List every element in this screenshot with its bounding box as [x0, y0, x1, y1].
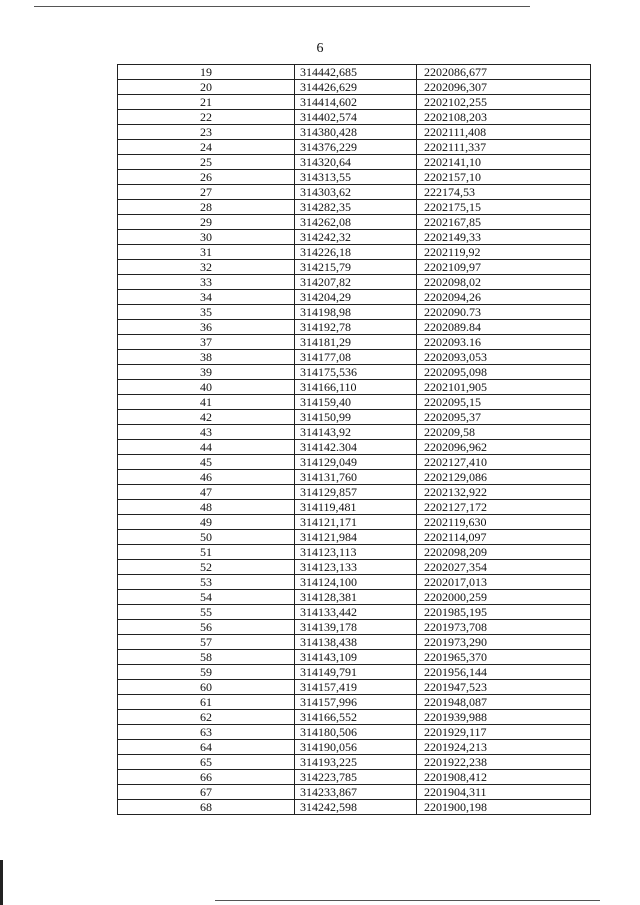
y-coordinate-cell: 2202114,097 — [417, 530, 591, 545]
table-row — [118, 515, 591, 530]
y-coordinate-cell: 2202095,37 — [417, 410, 591, 425]
y-coordinate-cell: 2202090.73 — [417, 305, 591, 320]
x-coordinate-cell: 314175,536 — [295, 365, 417, 380]
table-row — [118, 335, 591, 350]
table-row — [118, 245, 591, 260]
y-coordinate-cell: 2201900,198 — [417, 800, 591, 815]
x-coordinate-cell: 314223,785 — [295, 770, 417, 785]
table-row — [118, 110, 591, 125]
x-coordinate-cell: 314190,056 — [295, 740, 417, 755]
y-coordinate-cell: 2202129,086 — [417, 470, 591, 485]
point-number-cell: 56 — [118, 620, 295, 635]
x-coordinate-cell: 314181,29 — [295, 335, 417, 350]
table-row — [118, 800, 591, 815]
point-number-cell: 43 — [118, 425, 295, 440]
x-coordinate-cell: 314198,98 — [295, 305, 417, 320]
x-coordinate-cell: 314380,428 — [295, 125, 417, 140]
table-row — [118, 680, 591, 695]
table-row — [118, 665, 591, 680]
y-coordinate-cell: 2201973,708 — [417, 620, 591, 635]
x-coordinate-cell: 314242,598 — [295, 800, 417, 815]
table-row — [118, 140, 591, 155]
x-coordinate-cell: 314133,442 — [295, 605, 417, 620]
point-number-cell: 57 — [118, 635, 295, 650]
point-number-cell: 27 — [118, 185, 295, 200]
x-coordinate-cell: 314226,18 — [295, 245, 417, 260]
y-coordinate-cell: 2201904,311 — [417, 785, 591, 800]
y-coordinate-cell: 2202096,307 — [417, 80, 591, 95]
x-coordinate-cell: 314138,438 — [295, 635, 417, 650]
x-coordinate-cell: 314204,29 — [295, 290, 417, 305]
point-number-cell: 35 — [118, 305, 295, 320]
point-number-cell: 64 — [118, 740, 295, 755]
y-coordinate-cell: 2201939,988 — [417, 710, 591, 725]
point-number-cell: 58 — [118, 650, 295, 665]
table-row — [118, 440, 591, 455]
table-row — [118, 425, 591, 440]
table-row — [118, 320, 591, 335]
x-coordinate-cell: 314121,171 — [295, 515, 417, 530]
y-coordinate-cell: 2202167,85 — [417, 215, 591, 230]
table-row — [118, 575, 591, 590]
coordinates-table-body — [118, 65, 591, 815]
point-number-cell: 67 — [118, 785, 295, 800]
point-number-cell: 52 — [118, 560, 295, 575]
x-coordinate-cell: 314143,109 — [295, 650, 417, 665]
scan-edge-top — [34, 6, 530, 7]
x-coordinate-cell: 314376,229 — [295, 140, 417, 155]
y-coordinate-cell: 2202157,10 — [417, 170, 591, 185]
x-coordinate-cell: 314123,113 — [295, 545, 417, 560]
y-coordinate-cell: 2202098,02 — [417, 275, 591, 290]
y-coordinate-cell: 2202017,013 — [417, 575, 591, 590]
table-row — [118, 695, 591, 710]
y-coordinate-cell: 2202102,255 — [417, 95, 591, 110]
y-coordinate-cell: 2202095,15 — [417, 395, 591, 410]
table-row — [118, 230, 591, 245]
point-number-cell: 29 — [118, 215, 295, 230]
y-coordinate-cell: 2202175,15 — [417, 200, 591, 215]
x-coordinate-cell: 314166,552 — [295, 710, 417, 725]
point-number-cell: 44 — [118, 440, 295, 455]
table-row — [118, 590, 591, 605]
table-row — [118, 650, 591, 665]
x-coordinate-cell: 314313,55 — [295, 170, 417, 185]
y-coordinate-cell: 2202089.84 — [417, 320, 591, 335]
y-coordinate-cell: 2202093.16 — [417, 335, 591, 350]
table-row — [118, 380, 591, 395]
x-coordinate-cell: 314131,760 — [295, 470, 417, 485]
table-row — [118, 290, 591, 305]
x-coordinate-cell: 314128,381 — [295, 590, 417, 605]
y-coordinate-cell: 2202127,172 — [417, 500, 591, 515]
y-coordinate-cell: 2202111,337 — [417, 140, 591, 155]
y-coordinate-cell: 2201947,523 — [417, 680, 591, 695]
point-number-cell: 25 — [118, 155, 295, 170]
table-row — [118, 410, 591, 425]
x-coordinate-cell: 314139,178 — [295, 620, 417, 635]
point-number-cell: 26 — [118, 170, 295, 185]
y-coordinate-cell: 2202127,410 — [417, 455, 591, 470]
x-coordinate-cell: 314121,984 — [295, 530, 417, 545]
y-coordinate-cell: 2201924,213 — [417, 740, 591, 755]
y-coordinate-cell: 2201965,370 — [417, 650, 591, 665]
table-row — [118, 470, 591, 485]
point-number-cell: 62 — [118, 710, 295, 725]
point-number-cell: 20 — [118, 80, 295, 95]
x-coordinate-cell: 314282,35 — [295, 200, 417, 215]
point-number-cell: 55 — [118, 605, 295, 620]
table-row — [118, 755, 591, 770]
table-row — [118, 95, 591, 110]
y-coordinate-cell: 2202086,677 — [417, 65, 591, 80]
x-coordinate-cell: 314192,78 — [295, 320, 417, 335]
table-row — [118, 395, 591, 410]
point-number-cell: 24 — [118, 140, 295, 155]
y-coordinate-cell: 2202111,408 — [417, 125, 591, 140]
x-coordinate-cell: 314242,32 — [295, 230, 417, 245]
table-row — [118, 725, 591, 740]
y-coordinate-cell: 222174,53 — [417, 185, 591, 200]
table-row — [118, 740, 591, 755]
x-coordinate-cell: 314426,629 — [295, 80, 417, 95]
table-row — [118, 350, 591, 365]
point-number-cell: 40 — [118, 380, 295, 395]
point-number-cell: 51 — [118, 545, 295, 560]
point-number-cell: 48 — [118, 500, 295, 515]
table-row — [118, 275, 591, 290]
y-coordinate-cell: 2202149,33 — [417, 230, 591, 245]
x-coordinate-cell: 314180,506 — [295, 725, 417, 740]
x-coordinate-cell: 314414,602 — [295, 95, 417, 110]
x-coordinate-cell: 314124,100 — [295, 575, 417, 590]
y-coordinate-cell: 2202141,10 — [417, 155, 591, 170]
point-number-cell: 54 — [118, 590, 295, 605]
point-number-cell: 21 — [118, 95, 295, 110]
table-row — [118, 170, 591, 185]
table-row — [118, 185, 591, 200]
y-coordinate-cell: 220209,58 — [417, 425, 591, 440]
y-coordinate-cell: 2202132,922 — [417, 485, 591, 500]
y-coordinate-cell: 2202093,053 — [417, 350, 591, 365]
y-coordinate-cell: 2201908,412 — [417, 770, 591, 785]
x-coordinate-cell: 314177,08 — [295, 350, 417, 365]
point-number-cell: 28 — [118, 200, 295, 215]
x-coordinate-cell: 314215,79 — [295, 260, 417, 275]
table-row — [118, 605, 591, 620]
y-coordinate-cell: 2201985,195 — [417, 605, 591, 620]
point-number-cell: 37 — [118, 335, 295, 350]
table-row — [118, 770, 591, 785]
point-number-cell: 49 — [118, 515, 295, 530]
x-coordinate-cell: 314303,62 — [295, 185, 417, 200]
point-number-cell: 66 — [118, 770, 295, 785]
x-coordinate-cell: 314166,110 — [295, 380, 417, 395]
point-number-cell: 34 — [118, 290, 295, 305]
point-number-cell: 23 — [118, 125, 295, 140]
table-row — [118, 155, 591, 170]
table-row — [118, 455, 591, 470]
x-coordinate-cell: 314157,419 — [295, 680, 417, 695]
x-coordinate-cell: 314442,685 — [295, 65, 417, 80]
y-coordinate-cell: 2202000,259 — [417, 590, 591, 605]
point-number-cell: 59 — [118, 665, 295, 680]
y-coordinate-cell: 2201929,117 — [417, 725, 591, 740]
y-coordinate-cell: 2201922,238 — [417, 755, 591, 770]
table-row — [118, 635, 591, 650]
point-number-cell: 42 — [118, 410, 295, 425]
point-number-cell: 61 — [118, 695, 295, 710]
x-coordinate-cell: 314402,574 — [295, 110, 417, 125]
x-coordinate-cell: 314149,791 — [295, 665, 417, 680]
table-row — [118, 80, 591, 95]
table-row — [118, 365, 591, 380]
point-number-cell: 33 — [118, 275, 295, 290]
table-row — [118, 215, 591, 230]
point-number-cell: 30 — [118, 230, 295, 245]
table-row — [118, 260, 591, 275]
table-row — [118, 500, 591, 515]
point-number-cell: 32 — [118, 260, 295, 275]
y-coordinate-cell: 2201948,087 — [417, 695, 591, 710]
table-row — [118, 710, 591, 725]
point-number-cell: 60 — [118, 680, 295, 695]
table-row — [118, 785, 591, 800]
x-coordinate-cell: 314157,996 — [295, 695, 417, 710]
table-row — [118, 545, 591, 560]
point-number-cell: 47 — [118, 485, 295, 500]
table-row — [118, 530, 591, 545]
point-number-cell: 36 — [118, 320, 295, 335]
point-number-cell: 19 — [118, 65, 295, 80]
point-number-cell: 46 — [118, 470, 295, 485]
x-coordinate-cell: 314150,99 — [295, 410, 417, 425]
x-coordinate-cell: 314262,08 — [295, 215, 417, 230]
point-number-cell: 53 — [118, 575, 295, 590]
y-coordinate-cell: 2202119,92 — [417, 245, 591, 260]
point-number-cell: 68 — [118, 800, 295, 815]
table-row — [118, 485, 591, 500]
scan-edge-left — [0, 860, 3, 905]
y-coordinate-cell: 2201956,144 — [417, 665, 591, 680]
y-coordinate-cell: 2202095,098 — [417, 365, 591, 380]
table-row — [118, 620, 591, 635]
point-number-cell: 45 — [118, 455, 295, 470]
y-coordinate-cell: 2202119,630 — [417, 515, 591, 530]
y-coordinate-cell: 2202108,203 — [417, 110, 591, 125]
x-coordinate-cell: 314159,40 — [295, 395, 417, 410]
point-number-cell: 22 — [118, 110, 295, 125]
y-coordinate-cell: 2202027,354 — [417, 560, 591, 575]
point-number-cell: 50 — [118, 530, 295, 545]
coordinates-table — [117, 64, 591, 815]
point-number-cell: 65 — [118, 755, 295, 770]
table-row — [118, 125, 591, 140]
y-coordinate-cell: 2202109,97 — [417, 260, 591, 275]
y-coordinate-cell: 2202096,962 — [417, 440, 591, 455]
point-number-cell: 38 — [118, 350, 295, 365]
y-coordinate-cell: 2202094,26 — [417, 290, 591, 305]
table-row — [118, 305, 591, 320]
table-row — [118, 65, 591, 80]
x-coordinate-cell: 314320,64 — [295, 155, 417, 170]
x-coordinate-cell: 314129,049 — [295, 455, 417, 470]
point-number-cell: 31 — [118, 245, 295, 260]
point-number-cell: 63 — [118, 725, 295, 740]
x-coordinate-cell: 314119,481 — [295, 500, 417, 515]
y-coordinate-cell: 2202098,209 — [417, 545, 591, 560]
table-row — [118, 560, 591, 575]
page-number: 6 — [316, 41, 324, 56]
point-number-cell: 39 — [118, 365, 295, 380]
x-coordinate-cell: 314129,857 — [295, 485, 417, 500]
y-coordinate-cell: 2202101,905 — [417, 380, 591, 395]
table-row — [118, 200, 591, 215]
point-number-cell: 41 — [118, 395, 295, 410]
x-coordinate-cell: 314233,867 — [295, 785, 417, 800]
scan-edge-bottom — [215, 900, 600, 901]
x-coordinate-cell: 314142.304 — [295, 440, 417, 455]
x-coordinate-cell: 314207,82 — [295, 275, 417, 290]
y-coordinate-cell: 2201973,290 — [417, 635, 591, 650]
x-coordinate-cell: 314123,133 — [295, 560, 417, 575]
x-coordinate-cell: 314143,92 — [295, 425, 417, 440]
x-coordinate-cell: 314193,225 — [295, 755, 417, 770]
